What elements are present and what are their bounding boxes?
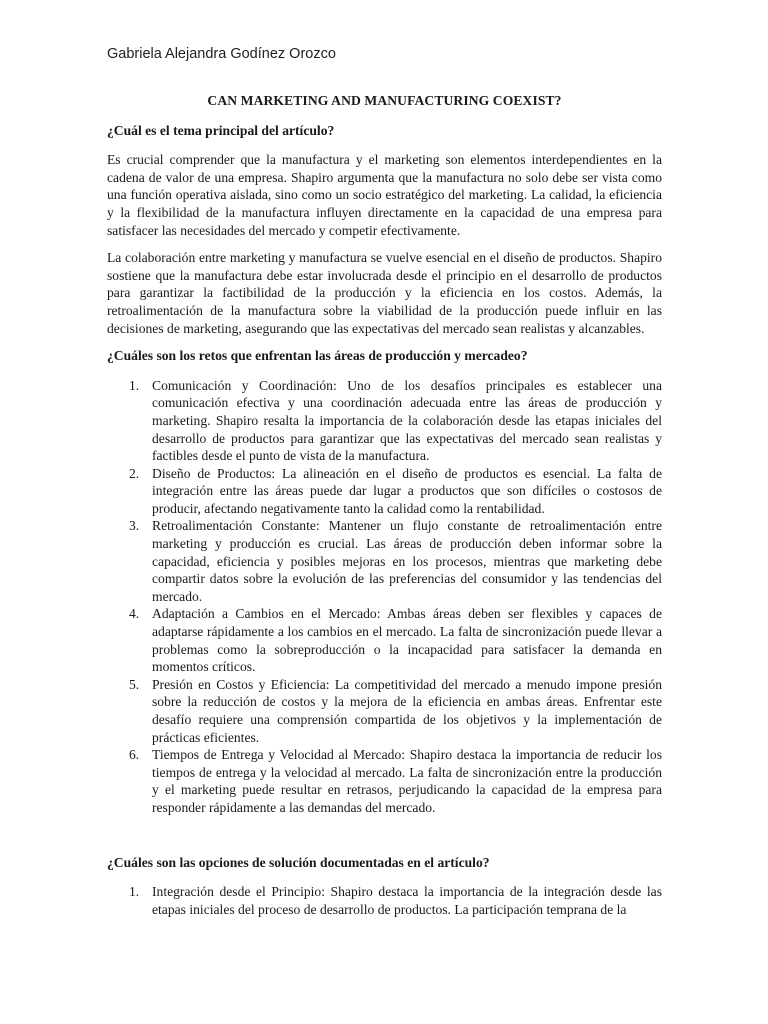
- paragraph: La colaboración entre marketing y manufactura se vuelve esencial en el diseño de productos. Shapiro sostiene que la manufactura debe estar involucrada desde el principio en el desarrollo de productos para garantizar la factibilidad de la producción y la eficiencia en los costos. Además, la retroalimentación de la manufactura sobre la viabilidad de la producción puede influir en las decisiones de marketing, asegurando que las expectativas del mercado sean realistas y alcanzables.: [107, 250, 662, 336]
- list-item-text: Adaptación a Cambios en el Mercado: Ambas áreas deben ser flexibles y capaces de adaptarse rápidamente a los cambios en el mercado. La falta de sincronización puede llevar a problemas como la sobreproducción o la incapacidad para satisfacer la demanda en momentos críticos.: [152, 606, 662, 675]
- list-item: [107, 465, 662, 518]
- list-item-text: Presión en Costos y Eficiencia: La competitividad del mercado a menudo impone presión sobre la reducción de costos y la mejora de la eficiencia en ambas áreas. Enfrentar este desafío requiere una comprensión compartida de los objetivos y la implementación de prácticas eficientes.: [152, 676, 662, 745]
- document-title: CAN MARKETING AND MANUFACTURING COEXIST?: [207, 93, 562, 108]
- list-number: 1.: [129, 884, 140, 900]
- list-number: 6.: [129, 747, 140, 763]
- list-item-text: Comunicación y Coordinación: Uno de los desafíos principales es establecer una comunicación efectiva y una coordinación adecuada entre las áreas de producción y marketing. Shapiro resalta la importancia de la colaboración desde las etapas iniciales del desarrollo de productos para garantizar que las expectativas del mercado sean realistas y factibles desde el punto de vista de la manufactura.: [152, 377, 662, 464]
- list-item-text: Diseño de Productos: La alineación en el diseño de productos es esencial. La falta de integración entre las áreas puede dar lugar a productos que son difíciles o costosos de producir, afectando negativamente tanto la calidad como la rentabilidad.: [152, 465, 662, 516]
- list-item-text: Integración desde el Principio: Shapiro destaca la importancia de la integración desde las etapas iniciales del proceso de desarrollo de productos. La participación temprana de la: [152, 884, 662, 917]
- list-item: [107, 883, 662, 918]
- author-name: Gabriela Alejandra Godínez Orozco: [107, 46, 336, 62]
- list-item-text: Retroalimentación Constante: Mantener un flujo constante de retroalimentación entre marketing y producción es crucial. Las áreas de producción deben informar sobre la capacidad, eficiencia y posibles mejoras en los procesos, mientras que marketing debe compartir datos sobre la evolución de las preferencias del consumidor y las tendencias del mercado.: [152, 518, 662, 604]
- question-heading-challenges: ¿Cuáles son los retos que enfrentan las áreas de producción y mercadeo?: [107, 348, 528, 364]
- list-item-text: Tiempos de Entrega y Velocidad al Mercado: Shapiro destaca la importancia de reducir los tiempos de entrega y la velocidad al mercado. La falta de sincronización entre la producción y el marketing puede resultar en retrasos, perjudicando la capacidad de la empresa para responder rápidamente a las demandas del mercado.: [152, 747, 662, 815]
- document-body: [107, 92, 662, 928]
- paragraph: Es crucial comprender que la manufactura y el marketing son elementos interdependientes en la cadena de valor de una empresa. Shapiro argumenta que la manufactura no solo debe ser vista como una función operativa aislada, sino como un socio estratégico del marketing. La calidad, la eficiencia y la flexibilidad de la manufactura influyen directamente en la capacidad de una empresa para satisfacer las necesidades del mercado y competir efectivamente.: [107, 152, 662, 238]
- list-item: [107, 746, 662, 816]
- list-item: [107, 605, 662, 675]
- solutions-list: [107, 883, 662, 918]
- list-number: 1.: [129, 377, 140, 393]
- list-item: [107, 676, 662, 746]
- list-number: 5.: [129, 676, 140, 692]
- list-number: 4.: [129, 606, 140, 622]
- challenges-list: [107, 377, 662, 817]
- list-item: [107, 377, 662, 465]
- list-number: 2.: [129, 465, 140, 481]
- section-spacer: [107, 827, 662, 854]
- list-item: [107, 517, 662, 605]
- question-heading-solutions: ¿Cuáles son las opciones de solución documentadas en el artículo?: [107, 854, 490, 870]
- list-number: 3.: [129, 518, 140, 534]
- question-heading-main-topic: ¿Cuál es el tema principal del artículo?: [107, 122, 335, 138]
